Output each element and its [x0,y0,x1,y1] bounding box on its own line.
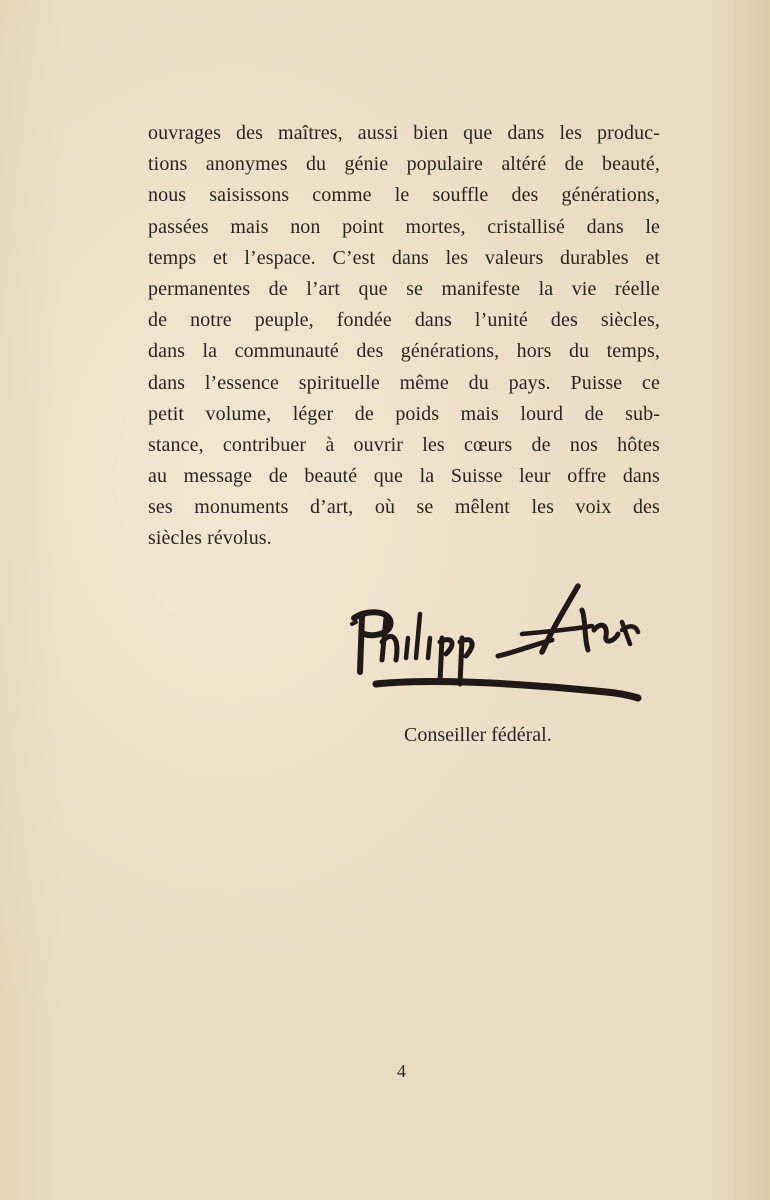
text-line: dans la communauté des générations, hors du temps, [148,340,660,363]
text-line: siècles révolus. [148,527,272,550]
text-line: temps et l’espace. C’est dans les valeurs durables et [148,246,660,269]
text-line: passées mais non point mortes, cristallisé dans le [148,215,660,238]
text-line: ses monuments d’art, où se mêlent les voix des [148,496,660,519]
signature-title: Conseiller fédéral. [404,724,552,746]
text-line: dans l’essence spirituelle même du pays. Puisse ce [148,371,660,394]
text-line: stance, contribuer à ouvrir les cœurs de nos hôtes [148,433,660,456]
text-line: permanentes de l’art que se manifeste la vie réelle [148,277,660,300]
text-line: ouvrages des maîtres, aussi bien que dans les produc- [148,122,660,144]
handwritten-signature [346,580,646,710]
text-line: tions anonymes du génie populaire altéré de beauté, [148,153,660,176]
text-line: petit volume, léger de poids mais lourd de sub- [148,402,660,425]
text-line: de notre peuple, fondée dans l’unité des siècles, [148,309,660,332]
text-line: nous saisissons comme le souffle des générations, [148,184,660,207]
text-line: au message de beauté que la Suisse leur offre dans [148,465,660,488]
page-number: 4 [397,1061,406,1081]
body-text [148,118,660,555]
